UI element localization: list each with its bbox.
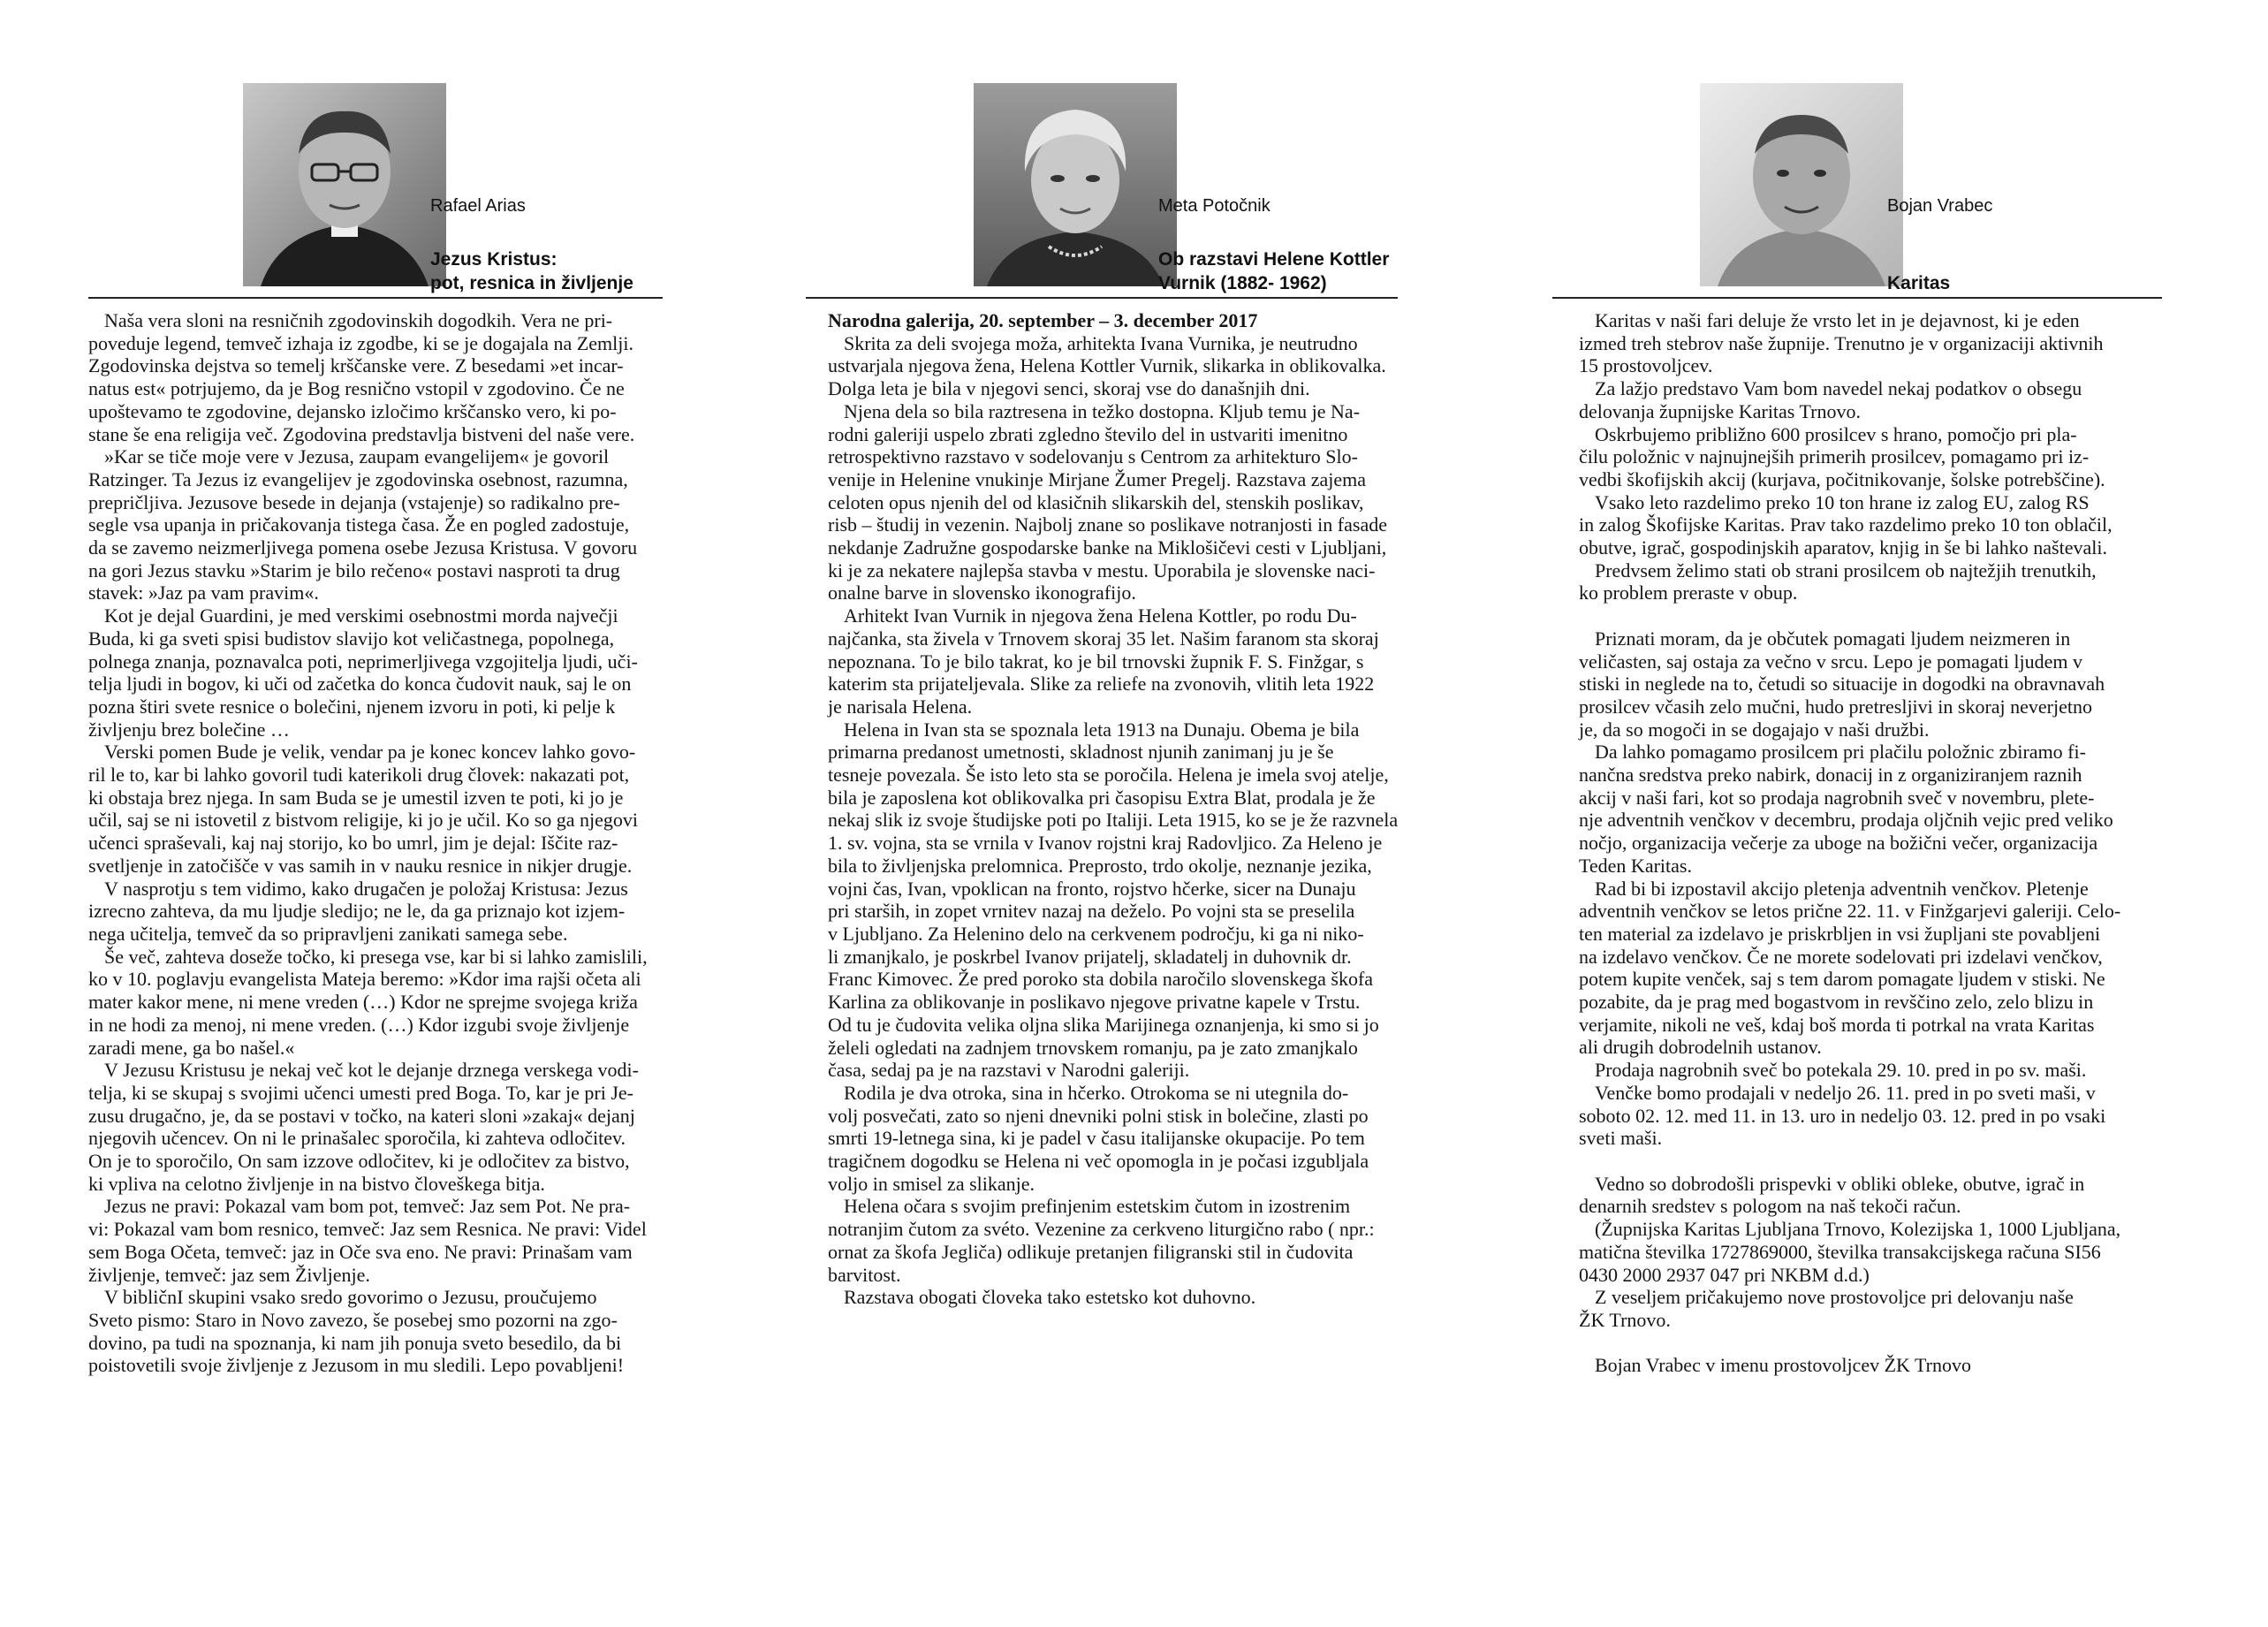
text-line: Helena in Ivan sta se spoznala leta 1913 na Dunaju. Obema je bila [844,718,1360,741]
text-line: akcij v naši fari, kot so prodaja nagrobnih sveč v novembru, plete- [1579,786,2095,809]
text-line: je, da so mogoči in se dogajajo v naši družbi. [1579,718,1930,741]
text-line: ŽK Trnovo. [1579,1308,1671,1331]
column-vrabec [1579,0,2250,1627]
text-line: Z veseljem pričakujemo nove prostovoljce pri delovanju naše [1595,1286,2074,1309]
text-line: življenje, temveč: jaz sem Življenje. [88,1263,370,1286]
text-line: Rodila je dva otroka, sina in hčerko. Otrokoma se ni utegnila do- [844,1081,1349,1104]
text-line: sveti maši. [1579,1127,1663,1150]
text-line: vi: Pokazal vam bom resnico, temveč: Jaz sem Resnica. Ne pravi: Videl [88,1218,647,1241]
text-line: ali drugih dobrodelnih ustanov. [1579,1036,1822,1059]
text-line: svetljenje in zatočišče v vas samih in v nauku resnice in nikjer drugje. [88,854,633,877]
article-title [430,247,633,295]
text-line: zaradi mene, ga bo našel.« [88,1036,295,1059]
text-line: izrecno zahteva, da mu ljudje sledijo; ne le, da ga priznajo kot izjem- [88,900,626,923]
text-line: Franc Kimovec. Že pred poroko sta dobila naročilo slovenskega škofa [828,968,1374,991]
text-line: učenci spraševali, kaj naj storijo, ko bo umrl, jim je dejal: Iščite raz- [88,832,618,855]
text-line: V bibličnI skupini vsako sredo govorimo o Jezusu, proučujemo [104,1286,597,1309]
text-line: (Župnijska Karitas Ljubljana Trnovo, Kolezijska 1, 1000 Ljubljana, [1595,1218,2121,1241]
text-line: stavek: »Jaz pa vam pravim«. [88,582,319,604]
text-line: tesneje povezala. Še isto leto sta se poročila. Helena je imela svoj atelje, [828,764,1389,787]
article-body [88,309,671,1377]
text-line: ko v 10. poglavju evangelista Mateja beremo: »Kdor ima rajši očeta ali [88,968,641,991]
text-line: prosilcev včasih zelo mučni, hudo pretresljivi in skoraj neverjetno [1579,695,2093,718]
text-line: On je to sporočilo, On sam izzove odločitev, ki je odločitev za bistvo, [88,1150,630,1173]
article-lead: Narodna galerija, 20. september – 3. december 2017 [828,309,1258,331]
text-line: li zmanjkalo, je poskrbel Ivanov prijatelj, skladatelj in duhovnik dr. [828,945,1352,968]
portrait-illustration [243,83,446,286]
text-line: je narisala Helena. [828,695,973,718]
text-line: V nasprotju s tem vidimo, kako drugačen je položaj Kristusa: Jezus [104,877,628,900]
text-line: poveduje legend, temveč izhaja iz zgodbe, ki se je dogajala na Zemlji. [88,331,633,354]
text-line: Naša vera sloni na resničnih zgodovinskih dogodkih. Vera ne pri- [104,309,613,331]
text-line: časa, sedaj pa je na razstavi v Narodni galeriji. [828,1059,1190,1082]
text-line: na izdelavo venčkov. Če ne morete sodelovati pri izdelavi venčkov, [1579,945,2103,968]
text-line: Razstava obogati človeka tako estetsko kot duhovno. [844,1286,1256,1309]
text-line: soboto 02. 12. med 11. in 13. uro in nedeljo 03. 12. pred in po vsaki [1579,1104,2106,1127]
text-line: upoštevamo te zgodovine, dejansko izločimo krščansko vero, ki po- [88,399,617,422]
divider-rule [88,297,663,299]
text-line: Jezus ne pravi: Pokazal vam bom pot, temveč: Jaz sem Pot. Ne pra- [104,1195,631,1218]
text-line: stiski in neglede na to, četudi so situacije in dogodki na obravnavah [1579,673,2105,696]
text-line: vojni čas, Ivan, vpoklican na fronto, rojstvo hčerke, sicer na Dunaju [828,877,1356,900]
text-line: v Ljubljano. Za Helenino delo na cerkvenem področju, ki ga ni niko- [828,922,1364,945]
text-line: ko problem preraste v obup. [1579,582,1798,604]
title-line: Jezus Kristus: [430,249,558,270]
author-name: Rafael Arias [430,196,526,216]
text-line: natus est« potrjujemo, da je Bog resnično vstopil v zgodovino. Če ne [88,377,625,400]
article-title [1887,271,1950,295]
divider-rule [806,297,1398,299]
text-line: poistovetili svoje življenje z Jezusom in mu sledili. Lepo povabljeni! [88,1354,625,1377]
text-line: Vedno so dobrodošli prispevki v obliki obleke, obutve, igrač in [1595,1172,2085,1195]
text-line: Njena dela so bila raztresena in težko dostopna. Kljub temu je Na- [844,399,1361,422]
text-line: ki obstaja brez njega. In sam Buda se je umestil izven te poti, ki jo je [88,786,624,809]
column-potocnik [828,0,1499,1627]
text-line: in ne hodi za menoj, ni mene vreden. (…) Kdor izgubi svoje življenje [88,1013,630,1036]
text-line: Priznati moram, da je občutek pomagati ljudem neizmeren in [1595,627,2071,650]
text-line: Karitas v naši fari deluje že vrsto let in je dejavnost, ki je eden [1595,309,2080,331]
text-line: telja, ki se skupaj s svojimi učenci umesti pred Boga. To, kar je pri Je- [88,1081,633,1104]
text-line: 0430 2000 2937 047 pri NKBM d.d.) [1579,1263,1870,1286]
text-line: Da lahko pomagamo prosilcem pri plačilu položnic zbiramo fi- [1595,741,2086,764]
text-line: Oskrbujemo približno 600 prosilcev s hrano, pomočjo pri pla- [1595,422,2077,445]
text-line: risb – študij in vezenin. Najbolj znane so poslikave notranjosti in fasade [828,513,1387,536]
text-line: notranjim čutom za svéto. Vezenine za cerkveno liturgično rabo ( npr.: [828,1218,1375,1241]
text-line: bila to življenjska prelomnica. Preprosto, trdo okolje, neznanje jezika, [828,854,1372,877]
text-line: nočjo, organizacija večerje za uboge na božični večer, organizacija [1579,832,2098,855]
text-line: matična številka 1727869000, številka transakcijskega računa SI56 [1579,1240,2101,1263]
text-line: Venčke bomo prodajali v nedeljo 26. 11. pred in po sveti maši, v [1595,1081,2096,1104]
text-line: Vsako leto razdelimo preko 10 ton hrane iz zalog EU, zalog RS [1595,490,2090,513]
article-body [828,309,1411,1309]
blank-line [1579,1332,2162,1355]
text-line: pri starših, in zopet vrnitev nazaj na deželo. Po vojni sta se preselila [828,900,1355,923]
divider-rule [1552,297,2162,299]
text-line: polnega znanja, poznavalca poti, neprimerljivega vzgojitelja ljudi, uči- [88,650,638,673]
text-line: dovino, pa tudi na spoznanja, ki nam jih ponuja sveto besedilo, da bi [88,1331,622,1354]
text-line: verjamite, nikoli ne veš, kdaj boš morda ti potrkal na vrata Karitas [1579,1013,2095,1036]
text-line: 1. sv. vojna, sta se vrnila v Ivanov rojstni kraj Radovljico. Za Heleno je [828,832,1383,855]
text-line: Arhitekt Ivan Vurnik in njegova žena Helena Kottler, po rodu Du- [844,604,1357,627]
text-line: Skrita za deli svojega moža, arhitekta Ivana Vurnika, je neutrudno [844,331,1358,354]
author-name: Bojan Vrabec [1887,196,1993,216]
text-line: 15 prostovoljcev. [1579,354,1713,377]
text-line: V Jezusu Kristusu je nekaj več kot le dejanje drznega verskega vodi- [104,1059,639,1082]
portrait-illustration [1700,83,1903,286]
text-line: nepoznana. To je bilo takrat, ko je bil trnovski župnik F. S. Finžgar, s [828,650,1364,673]
text-line: izmed treh stebrov naše župnije. Trenutno je v organizaciji aktivnih [1579,331,2104,354]
text-line: Zgodovinska dejstva so temelj krščanske vere. Z besedami »et incar- [88,354,624,377]
text-line: življenju brez bolečine … [88,718,290,741]
text-line: potem kupite venček, saj s tem darom pomagate ljudem v stiski. Ne [1579,968,2105,991]
text-line: Še več, zahteva doseže točko, ki presega vse, kar bi si lahko zamislili, [104,945,648,968]
text-line: vedbi škofijskih akcij (kurjava, počitnikovanje, šolske potrebščine). [1579,468,2105,490]
text-line: segle vsa upanja in pričakovanja tistega časa. Že en pogled zadostuje, [88,513,630,536]
text-line: celoten opus njenih del od klasičnih slikarskih del, stenskih poslikav, [828,490,1364,513]
text-line: ki vpliva na celotno življenje in na bistvo človeškega bitja. [88,1172,545,1195]
text-line: volj posvečati, zato so njeni dnevniki polni stisk in bolečine, zlasti po [828,1104,1369,1127]
text-line: zusu drugačno, je, da se postavi v točko, na kateri sloni »zakaj« dejanj [88,1104,635,1127]
text-line: čilu položnic v najnujnejših primerih prosilcev, pomagamo pri iz- [1579,445,2090,468]
text-line: pozna štiri svete resnice o bolečini, njenem izvoru in poti, ki pelje k [88,695,616,718]
title-line: Karitas [1887,273,1951,293]
text-line: primarna predanost umetnosti, skladnost njunih zanimanj ju je še [828,741,1334,764]
text-line: Od tu je čudovita velika oljna slika Marijinega oznanjenja, ki smo si jo [828,1013,1379,1036]
text-line: smrti 19-letnega sina, ki je padel v času italijanske okupacije. Po tem [828,1127,1365,1150]
text-line: Teden Karitas. [1579,854,1692,877]
text-line: prepričljiva. Jezusove besede in dejanja (vstajenje) so radikalno pre- [88,490,620,513]
text-line: želeli ogledati na zadnjem trnovskem romanju, pa je zato zmanjkalo [828,1036,1358,1059]
text-line: da se zavemo neizmerljivega pomena osebe Jezusa Kristusa. V govoru [88,536,638,559]
author-photo [1700,83,1903,286]
author-photo [243,83,446,286]
text-line: Bojan Vrabec v imenu prostovoljcev ŽK Trnovo [1595,1354,1972,1377]
text-line: nekaj slik iz svoje študijske poti po Italiji. Leta 1915, ko se je že razvnela [828,809,1399,832]
article-title [1158,247,1389,295]
text-line: pozabite, da je prag med bogastvom in revščino zelo, zelo blizu in [1579,991,2094,1014]
text-line: na gori Jezus stavku »Starim je bilo rečeno« postavi nasproti ta drug [88,559,620,582]
text-line: ten material za izdelavo je priskrbljen in vsi župljani ste povabljeni [1579,922,2101,945]
text-line: nančna sredstva preko nabirk, donacij in z organiziranjem raznih [1579,764,2082,787]
text-line: Verski pomen Bude je velik, vendar pa je konec koncev lahko govo- [104,741,636,764]
text-line: Dolga leta je bila v njegovi senci, skoraj vse do današnjih dni. [828,377,1310,400]
text-line: adventnih venčkov se letos prične 22. 11. v Finžgarjevi galeriji. Celo- [1579,900,2121,923]
text-line: Helena očara s svojim prefinjenim estetskim čutom in izostrenim [844,1195,1351,1218]
author-name: Meta Potočnik [1158,196,1271,216]
text-line: »Kar se tiče moje vere v Jezusa, zaupam evangelijem« je govoril [104,445,610,468]
text-line: tragičnem dogodku se Helena ni več opomogla in je počasi izgubljala [828,1150,1369,1173]
text-line: najčanka, sta živela v Trnovem skoraj 35 let. Našim faranom sta skoraj [828,627,1379,650]
text-line: stane še ena religija več. Zgodovina predstavlja bistveni del naše vere. [88,422,635,445]
text-line: bila je zaposlena kot oblikovalka pri časopisu Extra Blat, prodala je že [828,786,1376,809]
text-line: rodni galeriji uspelo zbrati zgledno število del in ustvariti imenitno [828,422,1348,445]
text-line: barvitost. [828,1263,901,1286]
text-line: onalne barve in slovensko ikonografijo. [828,582,1136,604]
text-line: obutve, igrač, gospodinjskih aparatov, knjig in še bi lahko naštevali. [1579,536,2107,559]
text-line: ki je za nekatere najlepša stavba v mestu. Uporabila je slovenske naci- [828,559,1376,582]
text-line: mater kakor mene, ni mene vreden (…) Kdor ne sprejme svojega križa [88,991,638,1014]
text-line: in zalog Škofijske Karitas. Prav tako razdelimo preko 10 ton oblačil, [1579,513,2113,536]
article-body [1579,309,2162,1377]
text-line: Za lažjo predstavo Vam bom navedel nekaj podatkov o obsegu [1595,377,2082,400]
author-photo [974,83,1177,286]
portrait-illustration [974,83,1177,286]
text-line: venije in Helenine vnukinje Mirjane Žumer Pregelj. Razstava zajema [828,468,1367,490]
text-line: ril le to, kar bi lahko govoril tudi katerikoli drug človek: nakazati pot, [88,764,630,787]
blank-line [1579,1150,2162,1173]
text-line: učil, saj se ni istovetil z bistvom religije, ki jo je učil. Ko so ga njegovi [88,809,639,832]
text-line: Ratzinger. Ta Jezus iz evangelijev je zgodovinska osebnost, razumna, [88,468,628,490]
text-line: Kot je dejal Guardini, je med verskimi osebnostmi morda največji [104,604,618,627]
column-arias [88,0,760,1627]
text-line: voljo in smisel za slikanje. [828,1172,1035,1195]
text-line: telja ljudi in bogov, ki uči od začetka do konca čudovit nauk, saj le on [88,673,632,696]
title-line: Ob razstavi Helene Kottler [1158,249,1390,270]
text-line: Karlina za oblikovanje in poslikavo njegove privatne kapele v Trstu. [828,991,1361,1014]
text-line: veličasten, saj ostaja za večno v srcu. Lepo je pomagati ljudem v [1579,650,2082,673]
text-line: njegovih učencev. On ni le prinašalec sporočila, ki zahteva odločitev. [88,1127,626,1150]
text-line: ornat za škofa Jegliča) odlikuje pretanjen filigranski stil in čudovita [828,1240,1354,1263]
text-line: nega učitelja, temveč da so pripravljeni zanikati samega sebe. [88,922,568,945]
text-line: Rad bi bi izpostavil akcijo pletenja adventnih venčkov. Pletenje [1595,877,2089,900]
text-line: delovanja župnijske Karitas Trnovo. [1579,399,1861,422]
text-line: sem Boga Očeta, temveč: jaz in Oče sva eno. Ne pravi: Prinašam vam [88,1240,633,1263]
text-line: denarnih sredstev s pologom na naš tekoči račun. [1579,1195,1961,1218]
text-line: nekdanje Zadružne gospodarske banke na Miklošičevi cesti v Ljubljani, [828,536,1387,559]
text-line: Sveto pismo: Staro in Novo zavezo, še posebej smo pozorni na zgo- [88,1308,618,1331]
text-line: nje adventnih venčkov v decembru, prodaja oljčnih vejic pred veliko [1579,809,2113,832]
text-line: Prodaja nagrobnih sveč bo potekala 29. 10. pred in po sv. maši. [1595,1059,2087,1082]
text-line: ustvarjala njegova žena, Helena Kottler Vurnik, slikarka in oblikovalka. [828,354,1386,377]
text-line: katerim sta prijateljevala. Slike za reliefe na zvonovih, vlitih leta 1922 [828,673,1375,696]
title-line: Vurnik (1882- 1962) [1158,273,1327,293]
text-line: Buda, ki ga sveti spisi budistov slavijo kot veličastnega, popolnega, [88,627,615,650]
text-line: Predvsem želimo stati ob strani prosilcem ob najtežjih trenutkih, [1595,559,2097,582]
text-line: retrospektivno razstavo v sodelovanju s Centrom za arhitekturo Slo- [828,445,1358,468]
blank-line [1579,604,2162,627]
title-line: pot, resnica in življenje [430,273,633,293]
